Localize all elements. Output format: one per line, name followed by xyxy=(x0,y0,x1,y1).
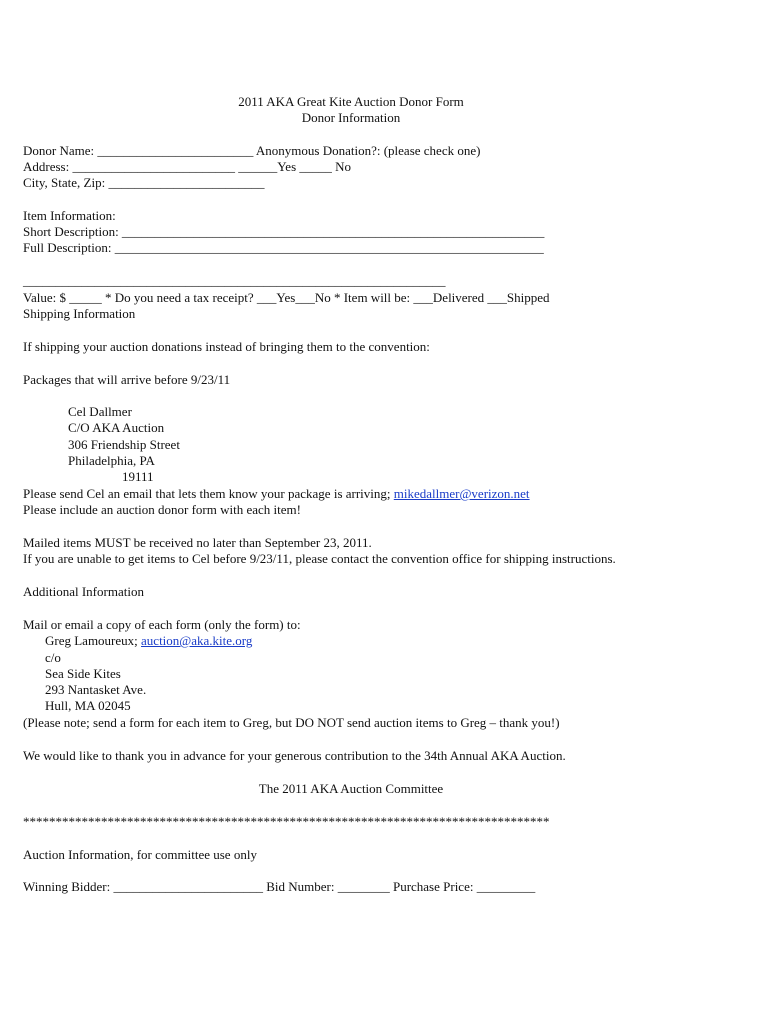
contact-address-line: 293 Nantasket Ave. xyxy=(45,682,147,697)
additional-info-heading: Additional Information xyxy=(23,584,144,599)
full-description-line: Full Description: __________________________________________________________________ xyxy=(23,240,544,255)
contact-line xyxy=(45,633,252,649)
mailed-deadline: Mailed items MUST be received no later than September 23, 2011. xyxy=(23,535,372,550)
mail-to-line: Mail or email a copy of each form (only the form) to: xyxy=(23,617,301,632)
shipping-intro: If shipping your auction donations instead of bringing them to the convention: xyxy=(23,339,430,354)
contact-address-line: Hull, MA 02045 xyxy=(45,698,131,713)
donor-name-line: Donor Name: ________________________ Anonymous Donation?: (please check one) xyxy=(23,143,481,158)
committee-signature: The 2011 AKA Auction Committee xyxy=(258,781,444,796)
donor-address-line: Address: _________________________ ______Yes _____ No xyxy=(23,159,352,174)
description-extra-line: _________________________________________________________________ xyxy=(23,273,446,288)
separator-line: ********************************************************************************* xyxy=(23,814,550,829)
value-line: Value: $ _____ * Do you need a tax receipt? ___Yes___No * Item will be: ___Delivered ___Shipped xyxy=(23,290,550,305)
contact-address-line: Sea Side Kites xyxy=(45,666,121,681)
short-description-line: Short Description: _________________________________________________________________ xyxy=(23,224,545,239)
shipping-address-line: 306 Friendship Street xyxy=(68,437,180,452)
include-form-notice: Please include an auction donor form with each item! xyxy=(23,502,301,517)
email-notice-text: Please send Cel an email that lets them know your package is arriving; xyxy=(23,486,394,501)
contact-name: Greg Lamoureux; xyxy=(45,633,142,648)
contact-address-line: c/o xyxy=(45,650,61,665)
committee-use-heading: Auction Information, for committee use only xyxy=(23,847,257,862)
greg-note: (Please note; send a form for each item to Greg, but DO NOT send auction items to Greg – thank you!) xyxy=(23,715,560,730)
winning-bidder-line: Winning Bidder: _______________________ Bid Number: ________ Purchase Price: _________ xyxy=(23,879,536,894)
donor-city-line: City, State, Zip: ________________________ xyxy=(23,175,265,190)
shipping-address-line: C/O AKA Auction xyxy=(68,420,165,435)
email-notice xyxy=(23,486,530,502)
shipping-address-line: Philadelphia, PA xyxy=(68,453,155,468)
cel-email-link[interactable]: mikedallmer@verizon.net xyxy=(393,486,530,501)
shipping-zip: 19111 xyxy=(122,469,154,484)
form-subtitle: Donor Information xyxy=(301,110,401,125)
thanks-line: We would like to thank you in advance for your generous contribution to the 34th Annual AKA Auction. xyxy=(23,748,566,763)
shipping-info-heading: Shipping Information xyxy=(23,306,136,321)
auction-email-link[interactable]: auction@aka.kite.org xyxy=(141,633,253,648)
form-title: 2011 AKA Great Kite Auction Donor Form xyxy=(238,94,464,109)
shipping-address-line: Cel Dallmer xyxy=(68,404,132,419)
shipping-deadline: Packages that will arrive before 9/23/11 xyxy=(23,372,231,387)
unable-notice: If you are unable to get items to Cel before 9/23/11, please contact the convention office for shipping instructions. xyxy=(23,551,616,566)
item-info-heading: Item Information: xyxy=(23,208,116,223)
